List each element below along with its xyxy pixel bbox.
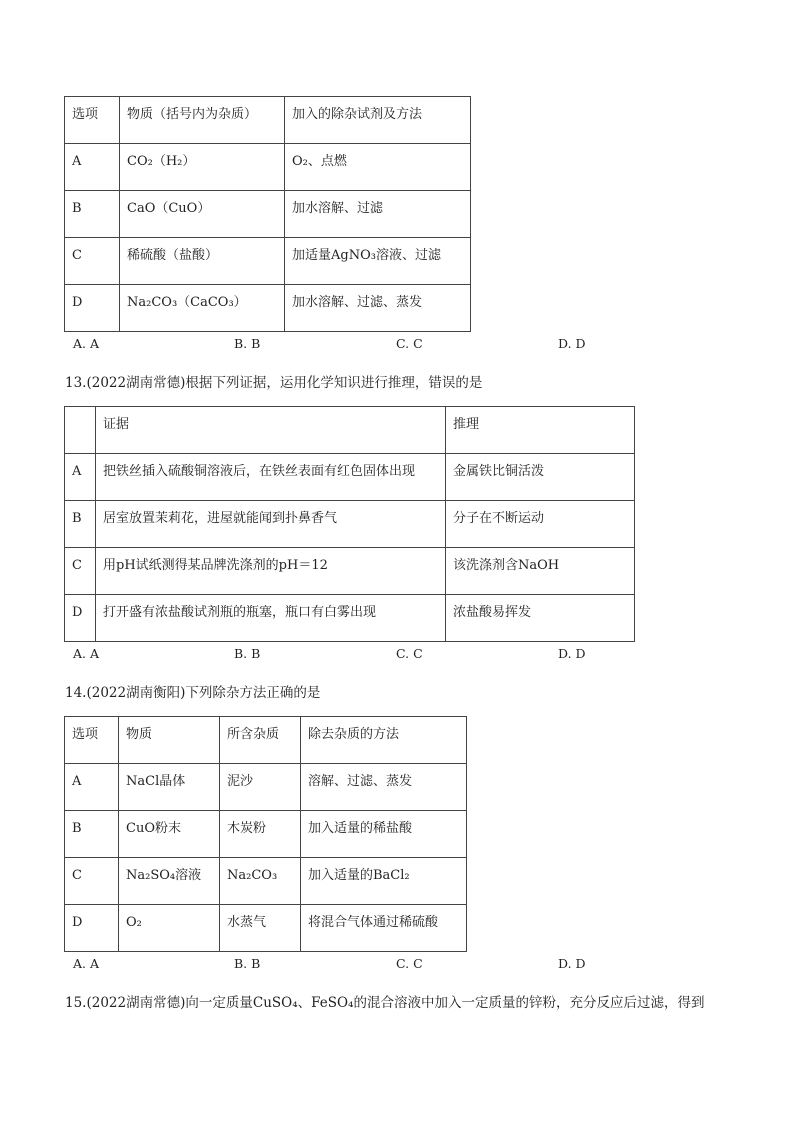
evidence-cell: 把铁丝插入硫酸铜溶液后，在铁丝表面有红色固体出现 (96, 454, 446, 501)
substance-cell: 稀硫酸（盐酸） (120, 238, 285, 285)
option-cell: C (65, 238, 120, 285)
header-cell: 除去杂质的方法 (301, 717, 467, 764)
reasoning-cell: 该洗涤剂含NaOH (446, 548, 635, 595)
method-cell: 加入适量的稀盐酸 (301, 811, 467, 858)
answer-choices-2 (73, 646, 633, 662)
question-15-stem: 15.(2022湖南常德)向一定质量CuSO₄、FeSO₄的混合溶液中加入一定质量的锌粉，充分反应后过滤，得到 (65, 995, 705, 1011)
option-cell: A (65, 144, 120, 191)
header-cell: 物质 (119, 717, 220, 764)
table-header-row (65, 407, 635, 454)
table-row (65, 905, 467, 952)
method-cell: 加水溶解、过滤、蒸发 (285, 285, 471, 332)
option-cell: B (65, 191, 120, 238)
choice-d: D. D (558, 336, 586, 351)
answer-choices-1 (73, 336, 633, 352)
choice-d: D. D (558, 646, 586, 661)
question-13-stem: 13.(2022湖南常德)根据下列证据，运用化学知识进行推理，错误的是 (65, 375, 483, 391)
impurity-cell: 水蒸气 (220, 905, 301, 952)
substance-cell: CO₂（H₂） (120, 144, 285, 191)
choice-b: B. B (234, 336, 261, 351)
method-cell: 溶解、过滤、蒸发 (301, 764, 467, 811)
substance-cell: O₂ (119, 905, 220, 952)
substance-cell: NaCl晶体 (119, 764, 220, 811)
table-row (65, 191, 471, 238)
header-cell: 物质（括号内为杂质） (120, 97, 285, 144)
table-row (65, 501, 635, 548)
substance-cell: Na₂SO₄溶液 (119, 858, 220, 905)
choice-a: A. A (73, 956, 100, 971)
table-3 (64, 716, 467, 952)
header-cell: 所含杂质 (220, 717, 301, 764)
table-row (65, 454, 635, 501)
evidence-cell: 用pH试纸测得某品牌洗涤剂的pH＝12 (96, 548, 446, 595)
table-row (65, 548, 635, 595)
choice-a: A. A (73, 646, 100, 661)
table-header-row (65, 97, 471, 144)
answer-choices-3 (73, 956, 633, 972)
reasoning-cell: 金属铁比铜活泼 (446, 454, 635, 501)
substance-cell: CuO粉末 (119, 811, 220, 858)
question-14-stem: 14.(2022湖南衡阳)下列除杂方法正确的是 (65, 685, 321, 701)
choice-c: C. C (396, 336, 423, 351)
header-cell: 证据 (96, 407, 446, 454)
table-row (65, 144, 471, 191)
evidence-cell: 打开盛有浓盐酸试剂瓶的瓶塞，瓶口有白雾出现 (96, 595, 446, 642)
choice-d: D. D (558, 956, 586, 971)
table-row (65, 285, 471, 332)
table-row (65, 595, 635, 642)
option-cell: B (65, 811, 119, 858)
table-row (65, 858, 467, 905)
choice-b: B. B (234, 956, 261, 971)
evidence-cell: 居室放置茉莉花，进屋就能闻到扑鼻香气 (96, 501, 446, 548)
table-row (65, 238, 471, 285)
table-1 (64, 96, 471, 332)
reasoning-cell: 浓盐酸易挥发 (446, 595, 635, 642)
option-cell: A (65, 454, 96, 501)
table-header-row (65, 717, 467, 764)
impurity-cell: 泥沙 (220, 764, 301, 811)
table-row (65, 764, 467, 811)
choice-b: B. B (234, 646, 261, 661)
option-cell: B (65, 501, 96, 548)
option-cell: D (65, 905, 119, 952)
header-cell: 选项 (65, 97, 120, 144)
substance-cell: Na₂CO₃（CaCO₃） (120, 285, 285, 332)
header-cell: 选项 (65, 717, 119, 764)
substance-cell: CaO（CuO） (120, 191, 285, 238)
header-cell: 加入的除杂试剂及方法 (285, 97, 471, 144)
choice-c: C. C (396, 646, 423, 661)
choice-c: C. C (396, 956, 423, 971)
impurity-cell: Na₂CO₃ (220, 858, 301, 905)
option-cell: D (65, 595, 96, 642)
header-cell (65, 407, 96, 454)
option-cell: C (65, 858, 119, 905)
method-cell: 加入适量的BaCl₂ (301, 858, 467, 905)
method-cell: 加适量AgNO₃溶液、过滤 (285, 238, 471, 285)
table-2 (64, 406, 635, 642)
method-cell: O₂、点燃 (285, 144, 471, 191)
method-cell: 加水溶解、过滤 (285, 191, 471, 238)
option-cell: C (65, 548, 96, 595)
option-cell: A (65, 764, 119, 811)
method-cell: 将混合气体通过稀硫酸 (301, 905, 467, 952)
reasoning-cell: 分子在不断运动 (446, 501, 635, 548)
choice-a: A. A (73, 336, 100, 351)
table-row (65, 811, 467, 858)
header-cell: 推理 (446, 407, 635, 454)
impurity-cell: 木炭粉 (220, 811, 301, 858)
option-cell: D (65, 285, 120, 332)
